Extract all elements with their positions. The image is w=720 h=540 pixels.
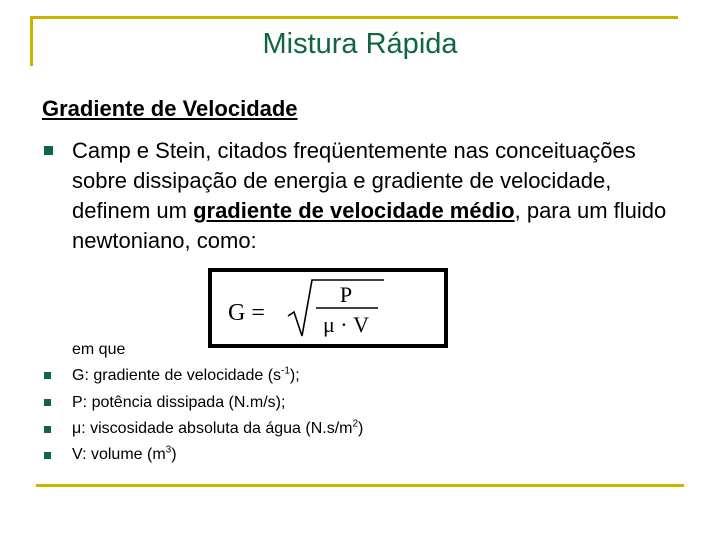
bullet-icon: [44, 372, 51, 379]
formula-graphic: [212, 272, 444, 344]
em-que-label: em que: [72, 341, 126, 358]
definition-text: V: volume (m: [72, 446, 166, 463]
formula-numerator: P: [339, 282, 353, 307]
definition-item: [72, 445, 177, 465]
bullet-icon: [44, 426, 51, 433]
definition-suffix: );: [289, 367, 300, 384]
definition-item: [72, 393, 285, 413]
definition-text: μ: viscosidade absoluta da água (N.s/m: [72, 420, 353, 437]
definition-suffix: ): [171, 446, 177, 463]
formula-denominator: μ · V: [322, 312, 370, 337]
definition-item: [72, 366, 300, 386]
bullet-icon: [44, 399, 51, 406]
formula-lhs: G =: [228, 300, 265, 326]
frame-top-line: [30, 16, 678, 19]
definition-superscript: -1: [281, 365, 290, 377]
definition-text: G: gradiente de velocidade (s: [72, 367, 282, 384]
main-bullet-text: [72, 136, 672, 256]
definition-superscript: 3: [165, 444, 172, 456]
definition-superscript: 2: [352, 418, 359, 430]
slide-title: Mistura Rápida: [262, 28, 458, 60]
definition-text: P: potência dissipada (N.m/s);: [72, 394, 286, 411]
definition-item: [72, 419, 363, 439]
section-heading: Gradiente de Velocidade: [42, 96, 298, 121]
bullet-icon: [44, 452, 51, 459]
definition-suffix: ): [358, 420, 364, 437]
bullet-icon: [44, 146, 53, 155]
main-text-part2: , para um fluido newtoniano, como:: [72, 198, 667, 253]
main-text-part1: Camp e Stein, citados freqüentemente nas conceituações sobre dissipação de energia e gradiente de velocidade, definem um: [72, 138, 636, 223]
main-text-emphasis: gradiente de velocidade médio: [193, 198, 515, 223]
formula-box: [208, 268, 448, 348]
frame-bottom-line: [36, 484, 684, 487]
